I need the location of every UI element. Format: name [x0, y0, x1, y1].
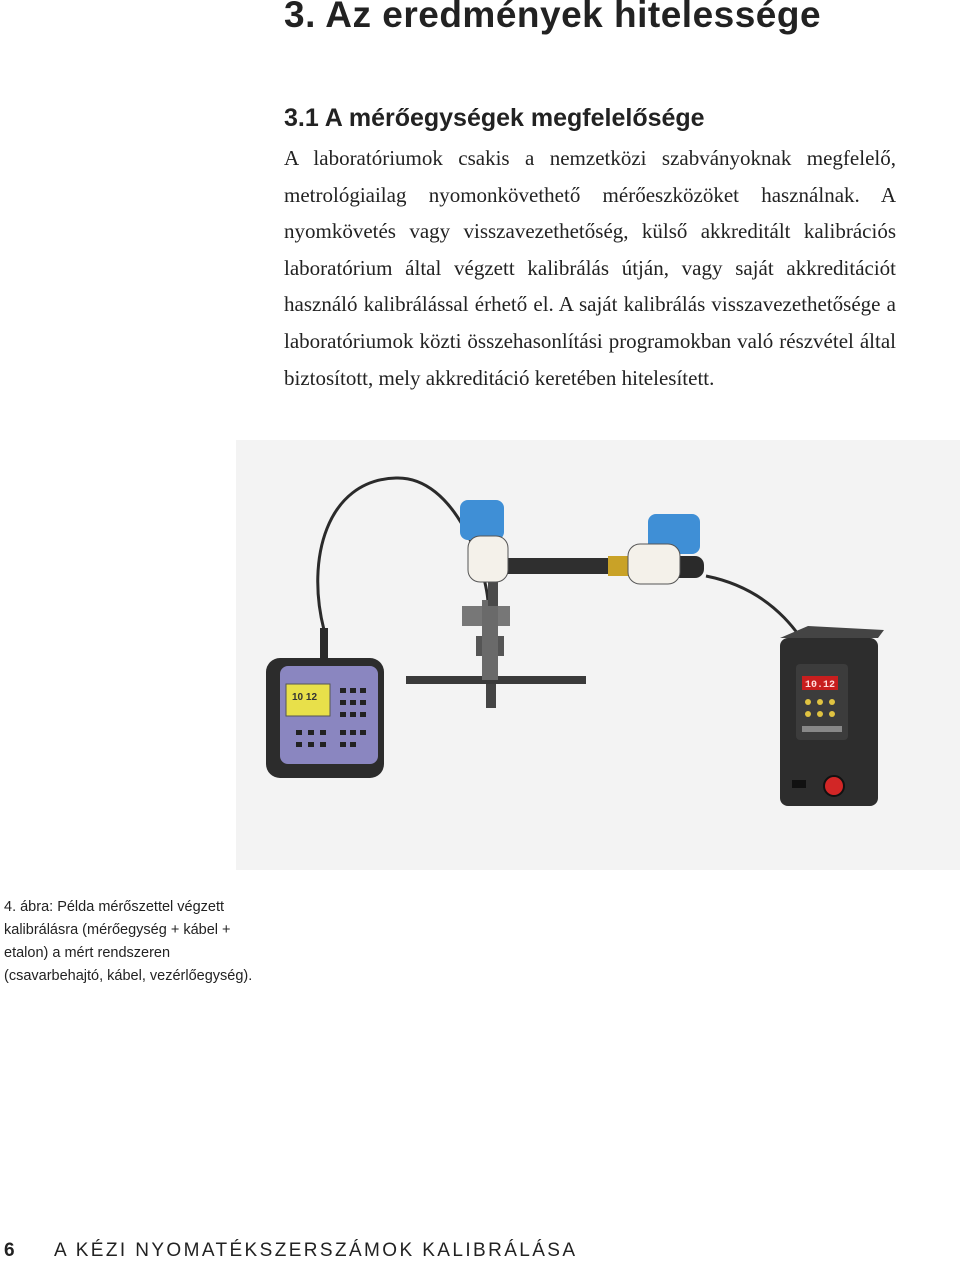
- controller-unit: [780, 626, 884, 806]
- stop-button: [824, 776, 844, 796]
- page-number: 6: [4, 1240, 15, 1261]
- section-body-text: A laboratóriumok csakis a nemzetközi szabványoknak megfelelő, metrológiailag nyomonkövethető mérőeszközöket használnak. A nyomkövetés vagy visszavezethetőség, külső akkreditált kalibrációs laboratórium által végzett kalibrálás útján, vagy saját akkreditációt használó kalibrálással érhető el. A saját kalibrálás visszavezethetősége a laboratóriumok közti összehasonlítási programokban való részvétel által biztosított, mely akkreditáció keretében hitelesített.: [284, 146, 896, 390]
- chapter-title: 3. Az eredmények hitelessége: [284, 0, 822, 35]
- figure-caption: 4. ábra: Példa mérőszettel végzett kalibrálásra (mérőegység + kábel + etalon) a mért rendszeren (csavarbehajtó, kábel, vezérlőegység).: [4, 899, 253, 984]
- meter-display: 10 12: [292, 692, 318, 703]
- running-title: A KÉZI NYOMATÉKSZERSZÁMOK KALIBRÁLÁSA: [54, 1240, 578, 1261]
- section-title: 3.1 A mérőegységek megfelelősége: [284, 104, 705, 132]
- page-footer: [4, 1240, 578, 1262]
- meter-connector: [320, 628, 328, 660]
- left-glove: [460, 500, 504, 540]
- figure-calibration-setup: [236, 440, 960, 870]
- controller-display: 10.12: [805, 680, 836, 691]
